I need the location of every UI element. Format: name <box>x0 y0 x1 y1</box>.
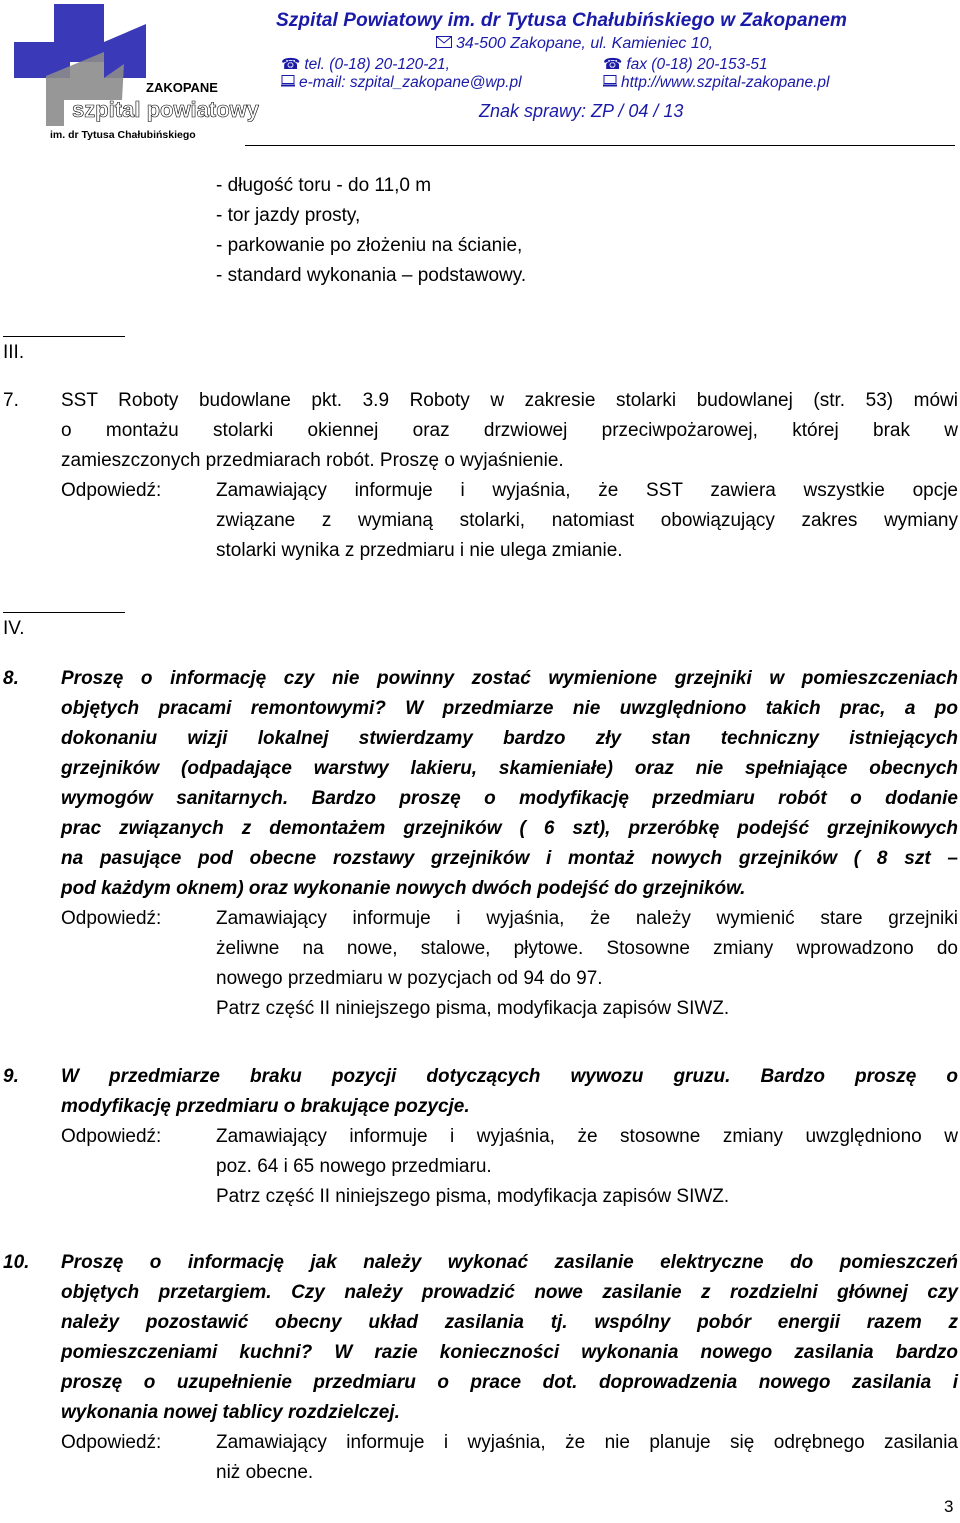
section-divider <box>3 612 125 613</box>
answer-line: stolarki wynika z przedmiaru i nie ulega zmianie. <box>216 540 623 561</box>
question-line: modyfikację przedmiaru o brakujące pozycje. <box>61 1096 470 1117</box>
page-number: 3 <box>944 1497 954 1516</box>
hospital-phone <box>281 55 450 74</box>
answer-line: poz. 64 i 65 nowego przedmiaru. <box>216 1156 492 1177</box>
question-line: SST Roboty budowlane pkt. 3.9 Roboty w zakresie stolarki budowlanej (str. 53) mówi <box>61 390 958 411</box>
question-line: wymogów sanitarnych. Bardzo proszę o modyfikację przedmiaru robót o dodanie <box>61 788 958 809</box>
question-line: wykonania nowej tablicy rozdzielczej. <box>61 1402 400 1423</box>
hospital-logo <box>4 4 260 146</box>
question-line: Proszę o informację czy nie powinny zostać wymienione grzejniki w pomieszczeniach <box>61 668 958 689</box>
hospital-fax <box>603 55 768 74</box>
logo-text-sub: im. dr Tytusa Chałubińskiego <box>50 129 196 141</box>
list-item: - tor jazdy prosty, <box>216 205 361 226</box>
question-line: o montażu stolarki okiennej oraz drzwiowej przeciwpożarowej, której brak w <box>61 420 958 441</box>
answer-line: Patrz część II niniejszego pisma, modyfikacja zapisów SIWZ. <box>216 998 730 1019</box>
question-number: 8. <box>3 668 19 689</box>
answer-line: Zamawiający informuje i wyjaśnia, że stosowne zmiany uwzględniono w <box>216 1126 958 1147</box>
question-line: dokonaniu wizji lokalnej stwierdzamy bardzo zły stan techniczny istniejących <box>61 728 958 749</box>
logo-text-top: ZAKOPANE <box>146 80 218 95</box>
answer-line: żeliwne na nowe, stalowe, płytowe. Stosowne zmiany wprowadzono do <box>216 938 958 959</box>
fax-icon: ☎ <box>603 56 623 73</box>
section-label: IV. <box>3 618 25 639</box>
section-divider <box>3 336 125 337</box>
question-number: 10. <box>3 1252 30 1273</box>
question-line: objętych pracami remontowymi? W przedmiarze nie uwzględniono takich prac, a po <box>61 698 958 719</box>
computer-icon <box>281 74 295 92</box>
answer-line: nowego przedmiaru w pozycjach od 94 do 97. <box>216 968 603 989</box>
question-line: grzejników (odpadające warstwy lakieru, skamieniałe) oraz nie spełniające obecnych <box>61 758 958 779</box>
fax-text: fax (0-18) 20-153-51 <box>626 56 768 73</box>
answer-line: niż obecne. <box>216 1462 314 1483</box>
telephone-icon: ☎ <box>281 56 301 73</box>
question-line: pod każdym oknem) oraz wykonanie nowych dwóch podejść do grzejników. <box>61 878 746 899</box>
section-label: III. <box>3 342 25 363</box>
answer-line: Zamawiający informuje i wyjaśnia, że należy wymienić stare grzejniki <box>216 908 958 929</box>
answer-line: Zamawiający informuje i wyjaśnia, że SST zawiera wszystkie opcje <box>216 480 958 501</box>
question-line: na pasujące pod obecne rozstawy grzejników i montaż nowych grzejników ( 8 szt – <box>61 848 958 869</box>
question-number: 7. <box>3 390 19 411</box>
question-line: Proszę o informację jak należy wykonać zasilanie elektryczne do pomieszczeń <box>61 1252 958 1273</box>
answer-label: Odpowiedź: <box>61 1432 162 1453</box>
logo-text-main: szpital powiatowy <box>72 97 260 122</box>
answer-label: Odpowiedź: <box>61 908 162 929</box>
phone-text: tel. (0-18) 20-120-21, <box>304 56 450 73</box>
hospital-address <box>436 35 713 53</box>
question-line: należy pozostawić obecny układ zasilania tj. wspólny pobór energii razem z <box>61 1312 958 1333</box>
computer-icon <box>603 74 617 92</box>
list-item: - parkowanie po złożeniu na ścianie, <box>216 235 523 256</box>
list-item: - standard wykonania – podstawowy. <box>216 265 527 286</box>
list-item: - długość toru - do 11,0 m <box>216 175 432 196</box>
question-line: zamieszczonych przedmiarach robót. Proszę o wyjaśnienie. <box>61 450 564 471</box>
website-text: http://www.szpital-zakopane.pl <box>621 74 830 91</box>
email-text: e-mail: szpital_zakopane@wp.pl <box>299 74 522 91</box>
answer-line: Zamawiający informuje i wyjaśnia, że nie planuje się odrębnego zasilania <box>216 1432 958 1453</box>
header-divider <box>245 145 955 146</box>
question-line: W przedmiarze braku pozycji dotyczących wywozu gruzu. Bardzo proszę o <box>61 1066 958 1087</box>
hospital-name: Szpital Powiatowy im. dr Tytusa Chałubińskiego w Zakopanem <box>276 10 847 31</box>
answer-line: Patrz część II niniejszego pisma, modyfikacja zapisów SIWZ. <box>216 1186 730 1207</box>
case-reference: Znak sprawy: ZP / 04 / 13 <box>479 101 684 121</box>
hospital-website <box>603 74 830 92</box>
answer-label: Odpowiedź: <box>61 1126 162 1147</box>
question-line: pomieszczeniami kuchni? W razie konieczności wykonania nowego zasilania bardzo <box>61 1342 958 1363</box>
hospital-email <box>281 74 522 92</box>
answer-label: Odpowiedź: <box>61 480 162 501</box>
question-line: prac związanych z demontażem grzejników ( 6 szt), przeróbkę podejść grzejnikowych <box>61 818 958 839</box>
answer-line: związane z wymianą stolarki, natomiast obowiązujący zakres wymiany <box>216 510 958 531</box>
question-line: proszę o uzupełnienie przedmiaru o prace dot. doprowadzenia nowego zasilania i <box>61 1372 958 1393</box>
question-number: 9. <box>3 1066 19 1087</box>
question-line: objętych przetargiem. Czy należy prowadzić nowe zasilanie z rozdzielni głównej czy <box>61 1282 958 1303</box>
address-text: 34-500 Zakopane, ul. Kamieniec 10, <box>456 35 714 52</box>
envelope-icon <box>436 35 452 53</box>
